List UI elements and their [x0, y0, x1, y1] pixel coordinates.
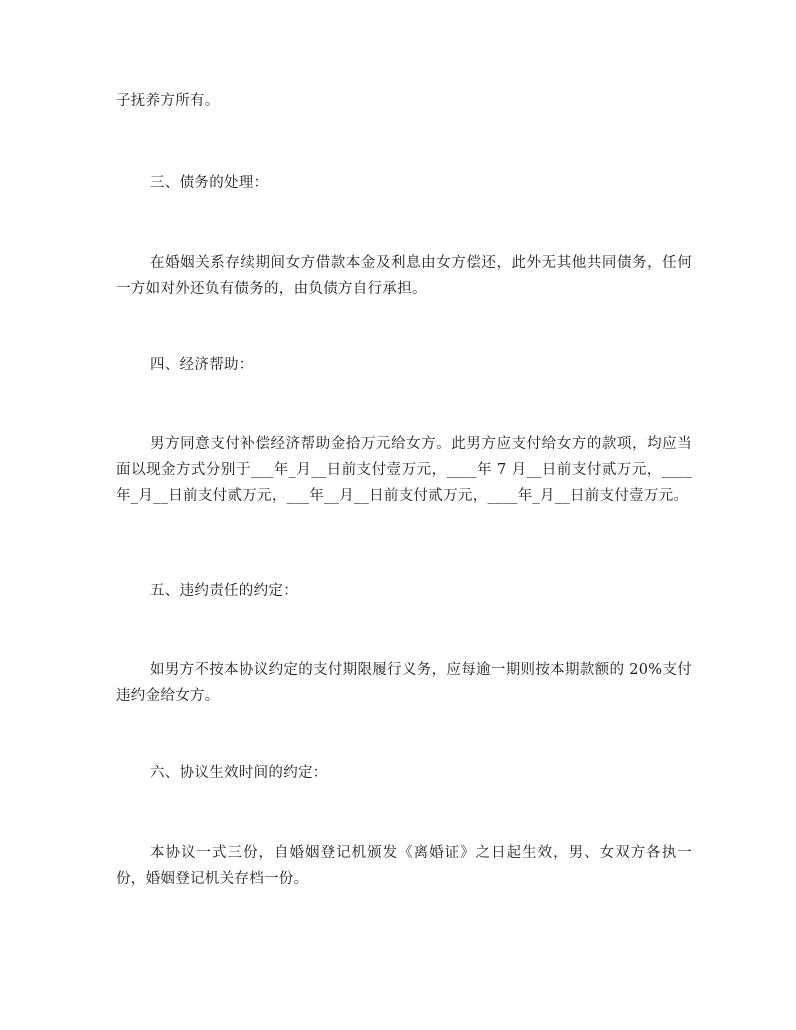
paragraph-breach: 如男方不按本协议约定的支付期限履行义务，应每逾一期则按本期款额的 20%支付违约金给女方。: [116, 662, 692, 704]
paragraph-effective-time: 本协议一式三份，自婚姻登记机颁发《离婚证》之日起生效，男、女双方各执一份，婚姻登记机关存档一份。: [116, 845, 692, 887]
paragraph-debt: 在婚姻关系存续期间女方借款本金及利息由女方偿还，此外无其他共同债务，任何一方如对外还负有债务的，由负债方自行承担。: [116, 255, 692, 297]
heading-economic-help: 四、经济帮助：: [150, 357, 254, 373]
heading-breach: 五、违约责任的约定：: [150, 583, 298, 599]
paragraph-economic-help: 男方同意支付补偿经济帮助金拾万元给女方。此男方应支付给女方的款项，均应当面以现金方式分别于___年_月__日前支付壹万元，____年 7 月__日前支付贰万元，____年_月__日前支付贰万元，___年__月__日前支付贰万元，____年_月__日前支付壹万元。: [116, 436, 692, 504]
heading-effective-time: 六、协议生效时间的约定：: [150, 765, 328, 781]
heading-debt: 三、债务的处理：: [150, 175, 269, 191]
paragraph-continuation: 子抚养方所有。: [116, 93, 220, 109]
